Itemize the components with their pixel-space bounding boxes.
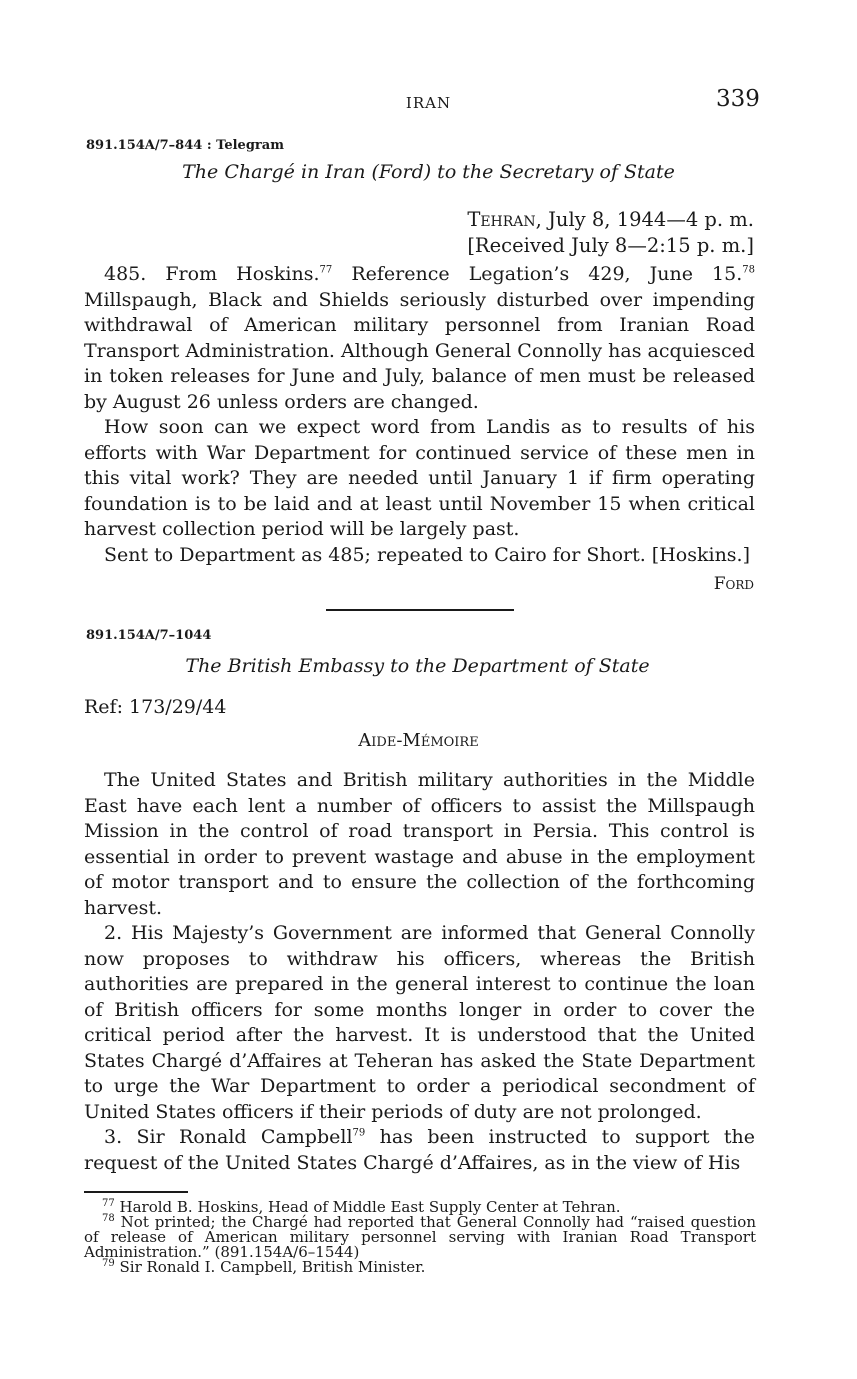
telegram-paragraph-3: Sent to Department as 485; repeated to Cairo for Short. [Hoskins.]: [104, 543, 751, 566]
page-number: 339: [716, 86, 760, 112]
aide-memoire-body: [84, 768, 755, 1176]
footnote-ref-77: 77: [319, 264, 333, 276]
footnote-divider: [84, 1191, 188, 1193]
document-title-1: The Chargé in Iran (Ford) to the Secretary of State: [182, 161, 675, 183]
footnote-ref-79: 79: [352, 1127, 366, 1139]
footnotes: [84, 1200, 756, 1275]
dateline: [467, 207, 754, 259]
date-line: [467, 207, 754, 233]
footnote-77: $^{77}$ Harold B. Hoskins, Head of Middle East Supply Center at Tehran.: [102, 1198, 621, 1216]
place: Tehran: [467, 208, 536, 231]
aide-memoire-paragraph-2: 2. His Majesty’s Government are informed that General Connolly now proposes to withdraw his officers, whereas the British authorities are prepared in the general interest to continue the loan of British officers for some months longer in order to cover the critical period after the harvest. It is understood that the United States Chargé d’Affaires at Teheran has asked the State Department to urge the War Department to order a periodical secondment of United States officers if their periods of duty are not prolonged.: [84, 922, 755, 1123]
aide-memoire-heading: Aide-Mémoire: [358, 730, 479, 751]
aide-memoire-paragraph-1: The United States and British military authorities in the Middle East have each lent a number of officers to assist the Millspaugh Mission in the control of road transport in Persia. This control is essential in order to prevent wastage and abuse in the employment of motor transport and to ensure the collection of the forthcoming harvest.: [84, 769, 755, 919]
date: , July 8, 1944—4 p. m.: [535, 208, 754, 231]
telegram-paragraph-2: How soon can we expect word from Landis as to results of his efforts with War Department for continued service of these men in this vital work? They are needed until January 1 if firm operating foundation is to be laid and at least until November 15 when critical harvest collection period will be largely past.: [84, 416, 755, 540]
file-number-2: 891.154A/7–1044: [86, 628, 212, 643]
aide-memoire-paragraph-3: 3. Sir Ronald Campbell$^{79}$ has been instructed to support the request of the United States Chargé d’Affaires, as in the view of His: [84, 1126, 755, 1174]
telegram-paragraph-1: 485. From Hoskins.$^{77}$ Reference Legation’s 429, June 15.78 Millspaugh, Black and Shields seriously disturbed over impending withdrawal of American military personnel from Iranian Road Transport Administration. Although General Connolly has acquiesced in token releases for June and July, balance of men must be released by August 26 unless orders are changed.: [84, 263, 756, 413]
telegram-body: [84, 262, 755, 568]
received-line: [Received July 8—2:15 p. m.]: [467, 234, 754, 257]
footnote-78: $^{78}$ Not printed; the Chargé had reported that General Connolly had “raised question of release of American military personnel serving with Iranian Road Transport Administration.” (891.154A/6–1544): [84, 1213, 756, 1261]
running-head: IRAN: [405, 94, 452, 112]
section-divider: [326, 609, 514, 611]
reference-number: Ref: 173/29/44: [84, 696, 227, 718]
footnote-79: $^{79}$ Sir Ronald I. Campbell, British Minister.: [102, 1258, 426, 1276]
document-title-2: The British Embassy to the Department of State: [185, 655, 650, 677]
signature: Ford: [713, 574, 754, 594]
footnote-ref-78: 78: [742, 264, 756, 276]
file-number-1: 891.154A/7–844 : Telegram: [86, 138, 284, 153]
